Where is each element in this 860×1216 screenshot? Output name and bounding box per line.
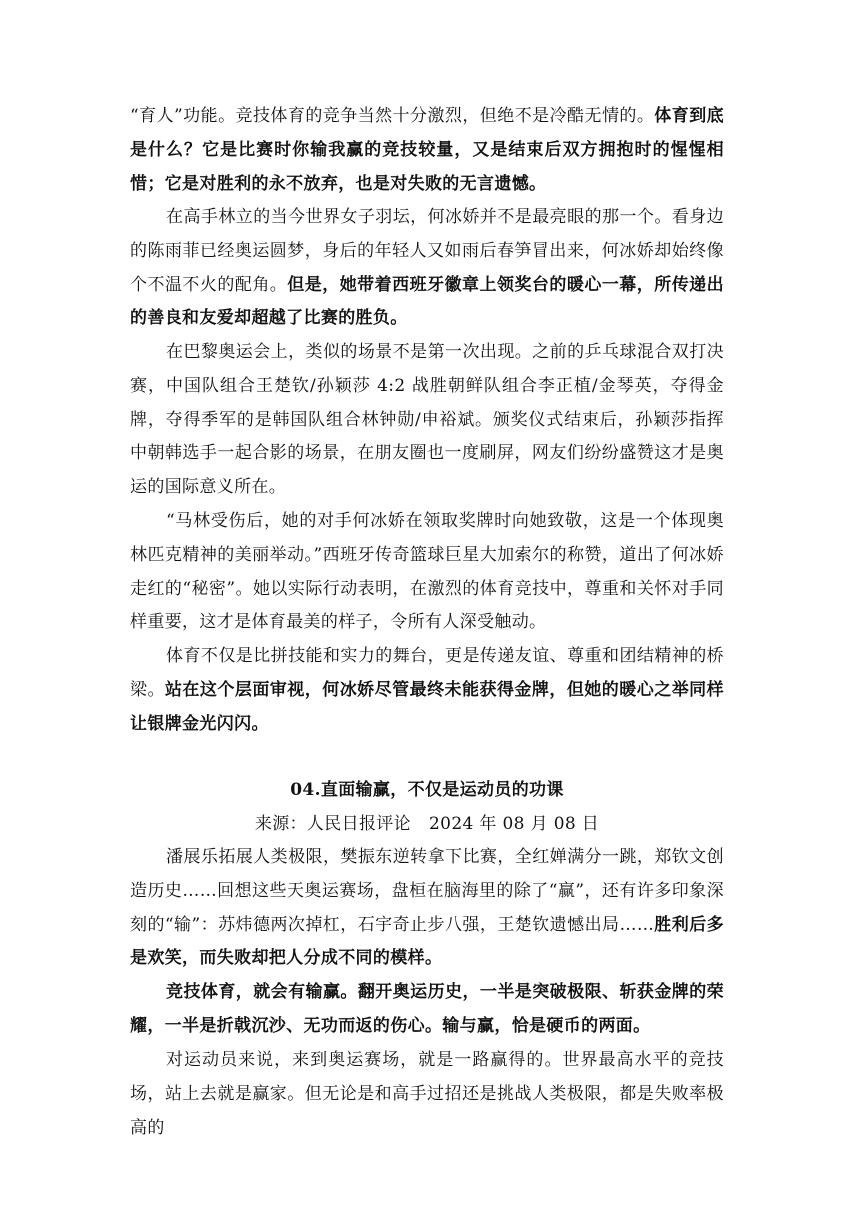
paragraph-6 — [130, 841, 724, 976]
bold-text-segment: 但是，她带着西班牙徽章上领奖台的暖心一幕，所传递出的善良和友爱却超越了比赛的胜负。 — [130, 274, 725, 329]
text-segment: “马林受伤后，她的对手何冰娇在领取奖牌时向她致敬，这是一个体现奥林匹克精神的美丽举动。”西班牙传奇篮球巨星大加索尔的称赞，道出了何冰娇走红的“秘密”。她以实际行动表明，在激烈的体育竞技中，尊重和关怀对手同样重要，这才是体育最美的样子，令所有人深受触动。 — [130, 511, 724, 633]
bold-text-segment: 胜利后多是欢笑，而失败却把人分成不同的模样。 — [130, 914, 724, 969]
article-source: 来源：人民日报评论 — [254, 814, 411, 834]
text-segment: 体育不仅是比拼技能和实力的舞台，更是传递友谊、尊重和团结精神的桥梁。 — [130, 646, 724, 700]
text-segment: 潘展乐拓展人类极限，樊振东逆转拿下比赛，全红婵满分一跳，郑钦文创造历史……回想这些天奥运赛场，盘桓在脑海里的除了“赢”，还有许多印象深刻的“输”：苏炜德两次掉杠，石宇奇止步八强，王楚钦遗憾出局…… — [130, 847, 724, 935]
text-segment: 在高手林立的当今世界女子羽坛，何冰娇并不是最亮眼的那一个。看身边的陈雨菲已经奥运圆梦，身后的年轻人又如雨后春笋冒出来，何冰娇却始终像个不温不火的配角。 — [130, 207, 724, 295]
article-meta — [130, 807, 724, 841]
text-segment: “育人”功能。竞技体育的竞争当然十分激烈，但绝不是冷酷无情的。 — [130, 106, 655, 126]
paragraph-2 — [130, 201, 724, 336]
article-title: 04.直面输赢，不仅是运动员的功课 — [290, 780, 564, 800]
paragraph-1 — [130, 100, 724, 201]
bold-text-segment: 站在这个层面审视，何冰娇尽管最终未能获得金牌，但她的暖心之举同样让银牌金光闪闪。 — [130, 679, 724, 734]
text-segment: 对运动员来说，来到奥运赛场，就是一路赢得的。世界最高水平的竞技场，站上去就是赢家。但无论是和高手过招还是挑战人类极限，都是失败率极高的 — [130, 1050, 724, 1138]
paragraph-4 — [130, 505, 724, 640]
paragraph-5 — [130, 640, 724, 741]
paragraph-7 — [130, 976, 724, 1044]
article-date: 2024 年 08 月 08 日 — [429, 814, 600, 834]
bold-text-segment: 体育到底是什么？它是比赛时你输我赢的竞技较量，又是结束后双方拥抱时的惺惺相惜；它是对胜利的永不放弃，也是对失败的无言遗憾。 — [130, 106, 724, 194]
bold-text-segment: 竞技体育，就会有输赢。翻开奥运历史，一半是突破极限、斩获金牌的荣耀，一半是折戟沉沙、无功而返的伤心。输与赢，恰是硬币的两面。 — [130, 982, 724, 1036]
paragraph-3 — [130, 336, 724, 505]
text-segment: 在巴黎奥运会上，类似的场景不是第一次出现。之前的乒乓球混合双打决赛，中国队组合王楚钦/孙颖莎 4:2 战胜朝鲜队组合李正植/金琴英，夺得金牌，夺得季军的是韩国队组合林钟勋/申裕斌。颁奖仪式结束后，孙颖莎指挥中朝韩选手一起合影的场景，在朋友圈也一度刷屏，网友们纷纷盛赞这才是奥运的国际意义所在。 — [130, 342, 724, 498]
paragraph-8 — [130, 1044, 724, 1145]
